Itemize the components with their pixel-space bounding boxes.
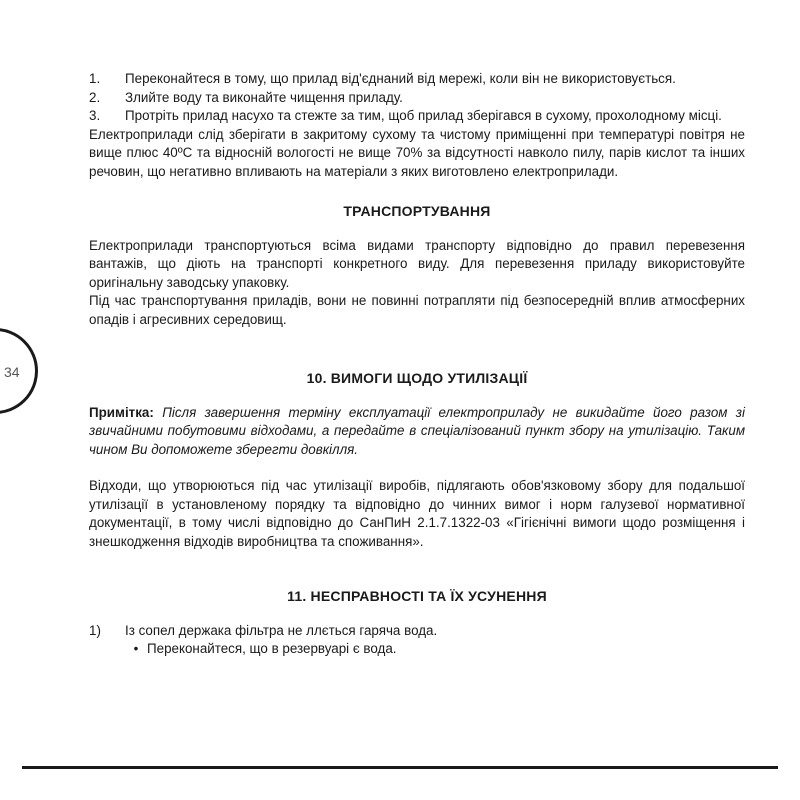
- list-item-text: Переконайтеся в тому, що прилад від'єднаний від мережі, коли він не використовується.: [125, 71, 676, 86]
- transport-paragraph: Електроприлади транспортуються всіма видами транспорту відповідно до правил перевезення вантажів, що діють на транспорті конкретного виду. Для перевезення приладу використовуйте оригінальну заводську упаковку.: [89, 237, 745, 290]
- list-item-text: Протріть прилад насухо та стежте за тим, щоб прилад зберігався в сухому, прохолодному місці.: [125, 108, 722, 123]
- bottom-rule: [22, 766, 778, 769]
- storage-steps-list: [89, 70, 745, 126]
- disposal-note: [89, 404, 745, 460]
- fault-solution-row: [89, 640, 745, 659]
- transport-paragraph: Під час транспортування приладів, вони не повинні потрапляти під безпосередній вплив атмосферних опадів і агресивних середовищ.: [89, 293, 745, 327]
- faults-list: [89, 622, 745, 659]
- list-item-text: Злийте воду та виконайте чищення приладу.: [125, 89, 403, 105]
- list-item: [89, 89, 745, 108]
- fault-number: 1): [89, 622, 101, 638]
- fault-problem: Із сопел держака фільтра не ллється гаряча вода.: [125, 622, 438, 638]
- fault-solution: Переконайтеся, що в резервуарі є вода.: [147, 641, 397, 656]
- fault-item: [89, 622, 745, 641]
- list-item-number: 2.: [89, 89, 101, 105]
- list-item: [89, 70, 745, 89]
- page-number: 34: [4, 364, 20, 380]
- list-item-number: 1.: [89, 71, 101, 86]
- faults-heading: 11. НЕСПРАВНОСТІ ТА ЇХ УСУНЕННЯ: [287, 588, 547, 604]
- page-content: [89, 70, 745, 659]
- bullet-icon: •: [133, 641, 139, 656]
- list-item-number: 3.: [89, 108, 101, 123]
- note-text: Після завершення терміну експлуатації електроприладу не викидайте його разом зі звичайними побутовими відходами, а передайте в спеціалізований пункт збору на утилізацію. Таким чином Ви допоможете зберегти довкілля.: [89, 404, 745, 457]
- storage-paragraph: Електроприлади слід зберігати в закритому сухому та чистому приміщенні при температурі повітря не вище плюс 40ºC та відносній вологості не вище 70% за відсутності навколо пилу, парів кислот та інших речовин, що негативно впливають на матеріали з яких виготовлено електроприлади.: [89, 126, 745, 179]
- transport-heading: ТРАНСПОРТУВАННЯ: [343, 203, 491, 219]
- disposal-heading: 10. ВИМОГИ ЩОДО УТИЛІЗАЦІЇ: [306, 370, 528, 386]
- disposal-paragraph: Відходи, що утворюються під час утилізації виробів, підлягають обов'язковому збору для подальшої утилізації в установленому порядку та відповідно до чинних вимог і норм галузевої нормативної документації, в тому числі відповідно до СанПиН 2.1.7.1322-03 «Гігієнічні вимоги щодо розміщення і знешкодження відходів виробництва та споживання».: [89, 478, 745, 549]
- list-item: [89, 107, 745, 126]
- note-label: Примітка:: [89, 404, 154, 420]
